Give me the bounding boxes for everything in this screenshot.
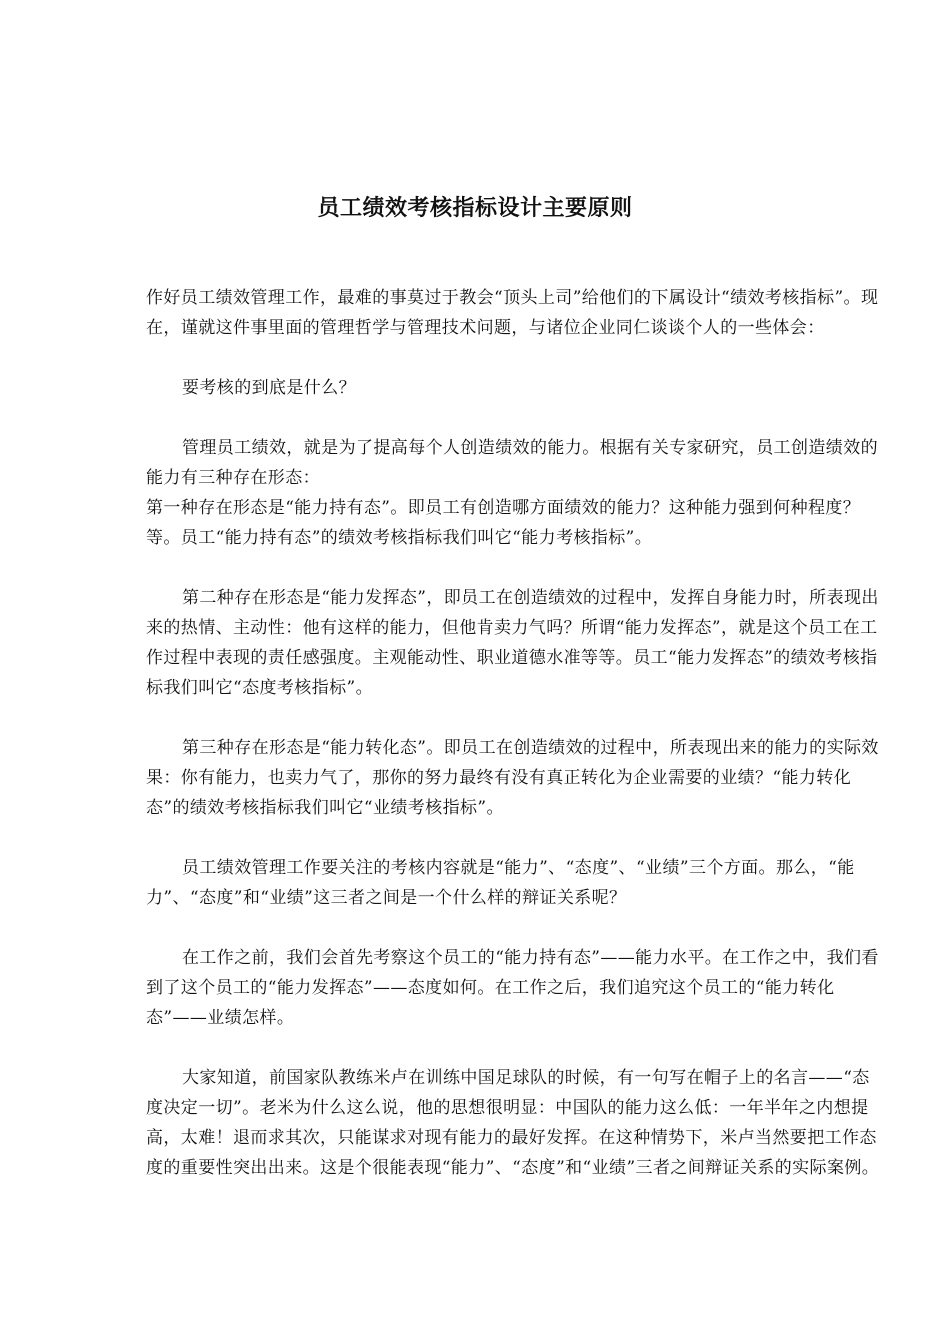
document-title: 员工绩效考核指标设计主要原则 [317,196,633,221]
paragraph-second-form: 第二种存在形态是“能力发挥态”，即员工在创造绩效的过程中，发挥自身能力时，所表现出来的热情、主动性：他有这样的能力，但他肯卖力气吗？所谓“能力发挥态”，就是这个员工在工作过程中表现的责任感强度。主观能动性、职业道德水准等等。员工“能力发挥态”的绩效考核指标我们叫它“态度考核指标”。 [146,588,879,698]
paragraph-three-aspects: 员工绩效管理工作要关注的考核内容就是“能力”、“态度”、“业绩”三个方面。那么，“能力”、“态度”和“业绩”这三者之间是一个什么样的辩证关系呢？ [146,858,855,908]
paragraph-first-form: 第一种存在形态是“能力持有态”。即员工有创造哪方面绩效的能力？这种能力强到何种程度？等。员工“能力持有态”的绩效考核指标我们叫它“能力考核指标”。 [146,498,861,548]
paragraph-milu-case: 大家知道，前国家队教练米卢在训练中国足球队的时候，有一句写在帽子上的名言——“态度决定一切”。老米为什么这么说，他的思想很明显：中国队的能力这么低：一年半年之内想提高，太难！退而求其次，只能谋求对现有能力的最好发挥。在这种情势下，米卢当然要把工作态度的重要性突出出来。这是个很能表现“能力”、“态度”和“业绩”三者之间辩证关系的实际案例。 [146,1068,880,1178]
paragraph-intro: 作好员工绩效管理工作，最难的事莫过于教会“顶头上司”给他们的下属设计“绩效考核指标”。现在，谨就这件事里面的管理哲学与管理技术问题，与诸位企业同仁谈谈个人的一些体会： [146,288,879,338]
paragraph-three-forms: 管理员工绩效，就是为了提高每个人创造绩效的能力。根据有关专家研究，员工创造绩效的能力有三种存在形态： [146,438,878,488]
document-body [146,283,886,1183]
paragraph-timeline: 在工作之前，我们会首先考察这个员工的“能力持有态”——能力水平。在工作之中，我们看到了这个员工的“能力发挥态”——态度如何。在工作之后，我们追究这个员工的“能力转化态”——业绩怎样。 [146,948,879,1028]
paragraph-gap [146,823,886,853]
paragraph-gap [146,553,886,583]
paragraph-question: 要考核的到底是什么？ [182,378,356,398]
paragraph-third-form: 第三种存在形态是“能力转化态”。即员工在创造绩效的过程中，所表现出来的能力的实际效果：你有能力，也卖力气了，那你的努力最终有没有真正转化为企业需要的业绩？“能力转化态”的绩效考核指标我们叫它“业绩考核指标”。 [146,738,879,818]
paragraph-gap [146,403,886,433]
paragraph-gap [146,1033,886,1063]
paragraph-gap [146,703,886,733]
paragraph-gap [146,343,886,373]
paragraph-gap [146,913,886,943]
